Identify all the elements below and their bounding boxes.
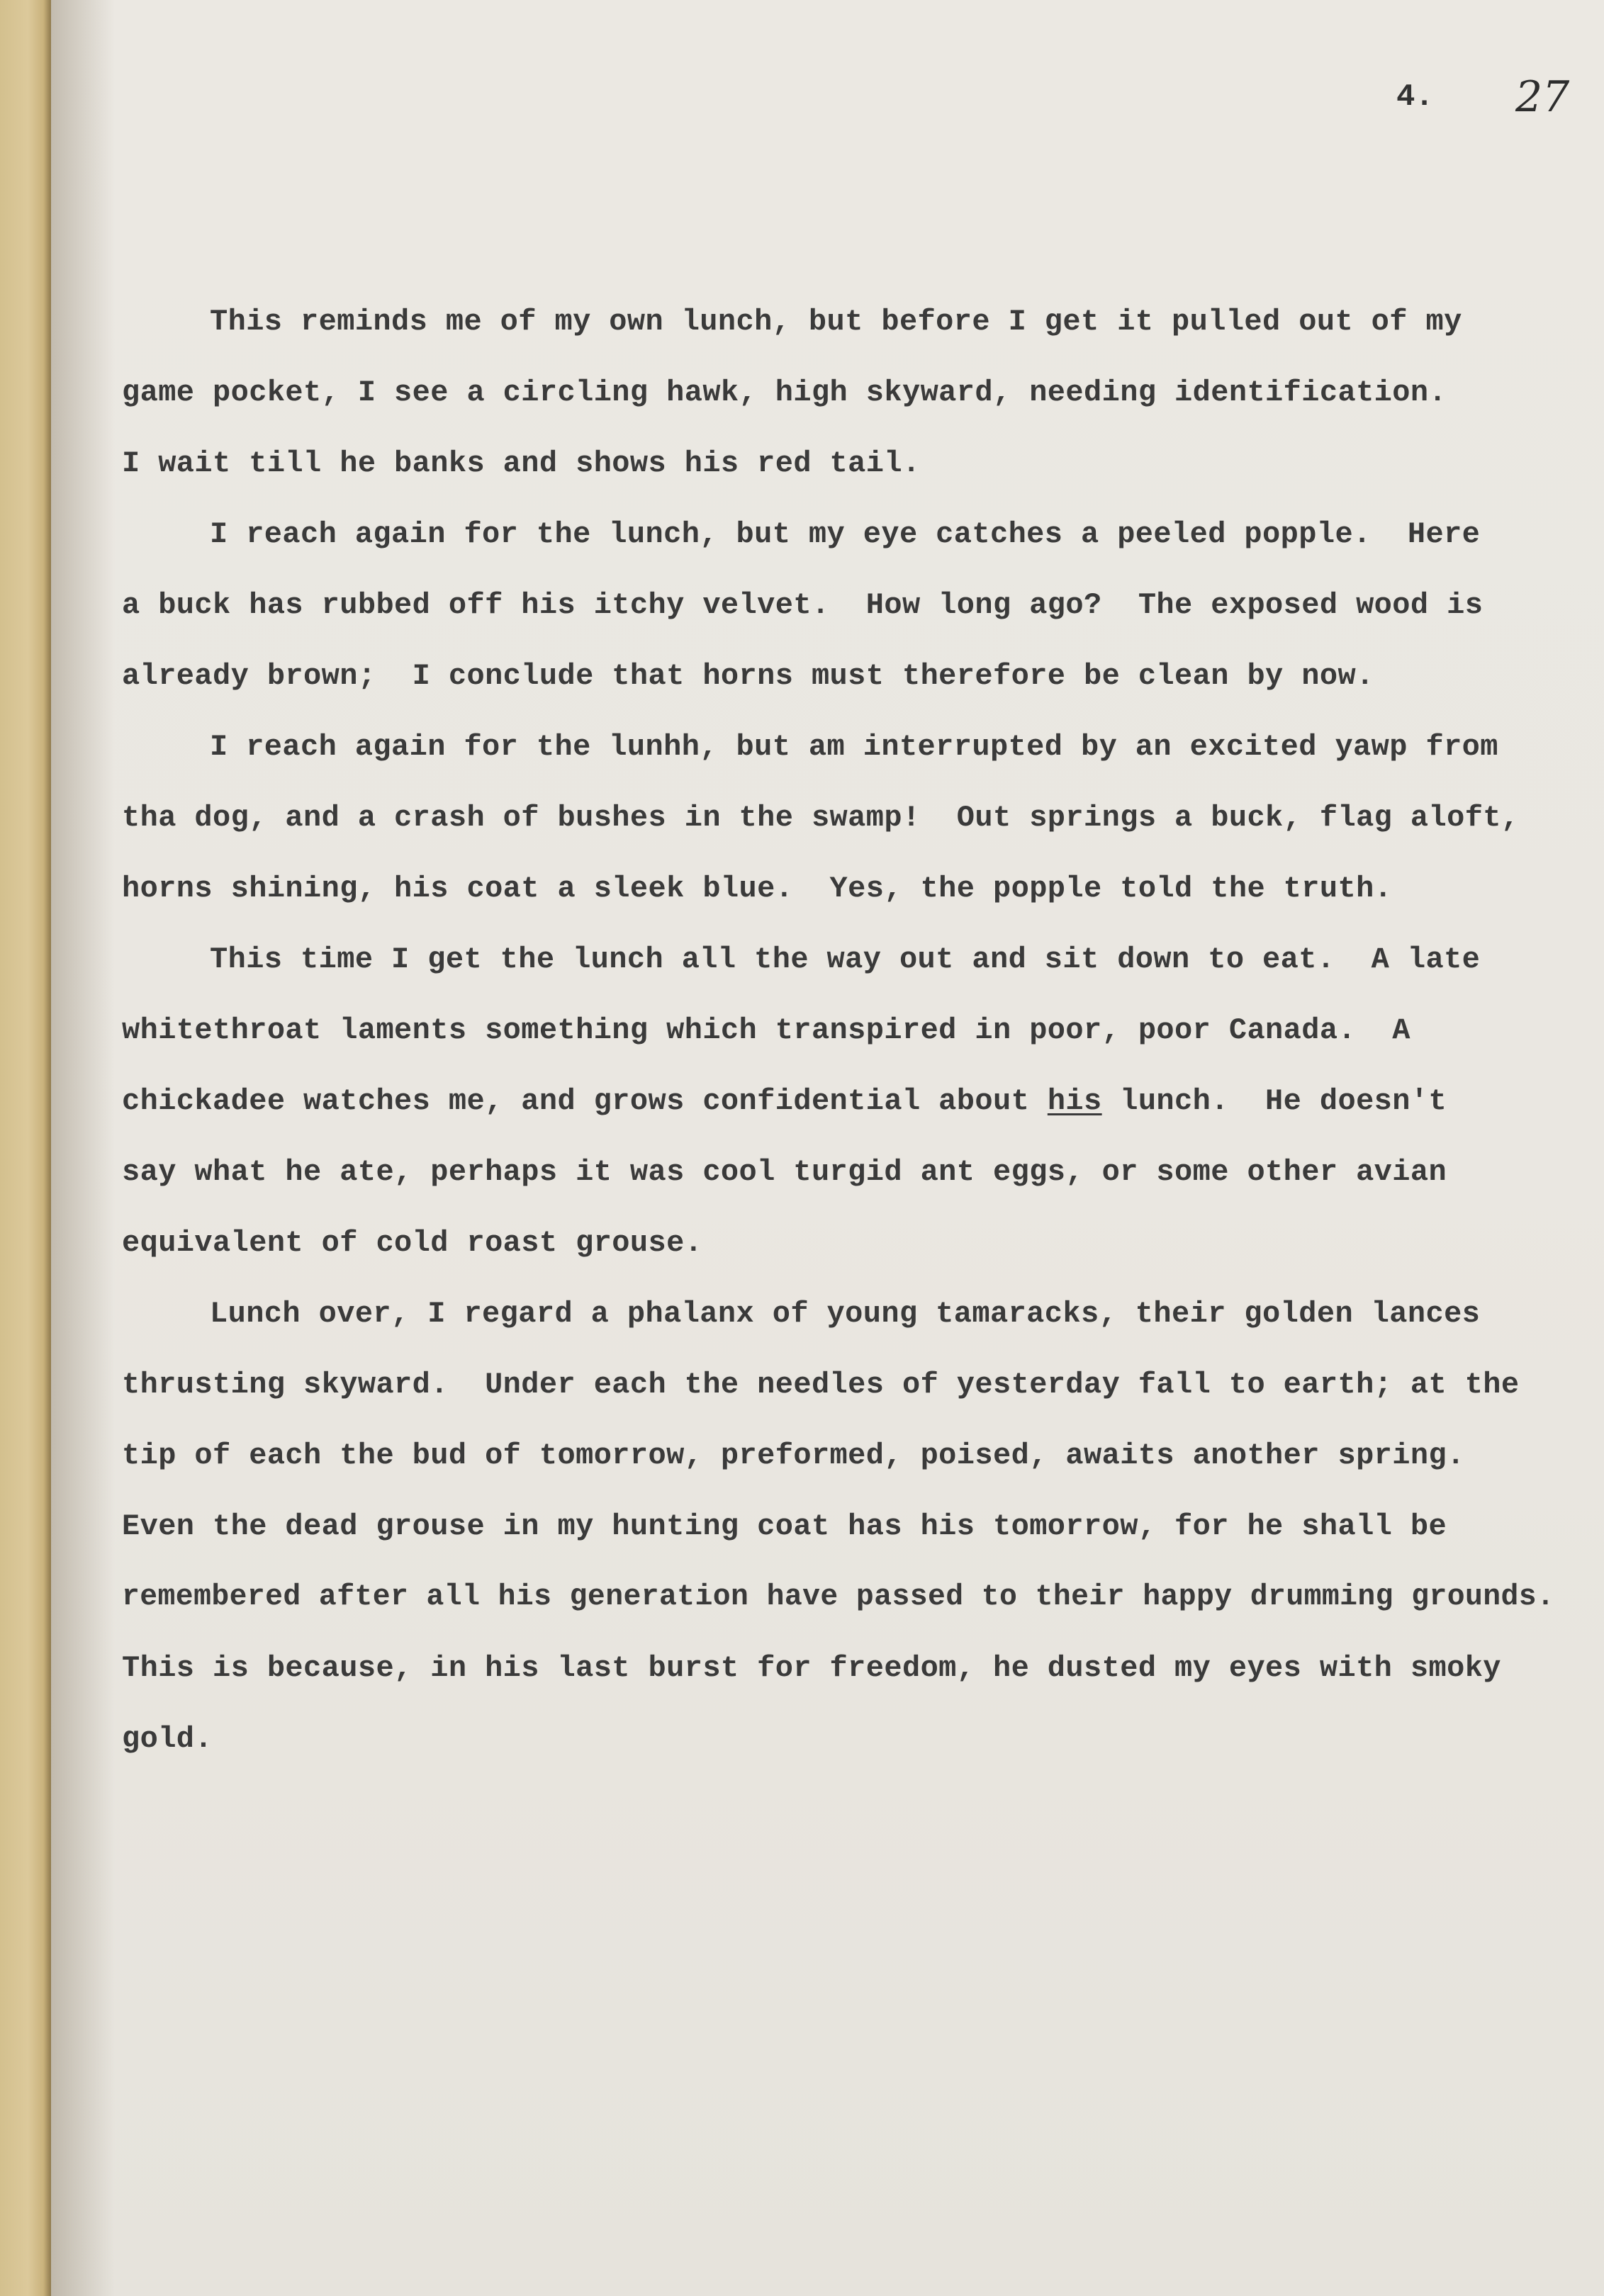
text-line: whitethroat laments something which transpired in poor, poor Canada. A bbox=[122, 1013, 1410, 1047]
text-line: Even the dead grouse in my hunting coat has his tomorrow, for he shall be bbox=[122, 1509, 1447, 1543]
text-line: Lunch over, I regard a phalanx of young tamaracks, their golden lances bbox=[210, 1297, 1481, 1331]
text-line: tha dog, and a crash of bushes in the swamp! Out springs a buck, flag aloft, bbox=[122, 801, 1520, 835]
text-line: already brown; I conclude that horns must therefore be clean by now. bbox=[122, 659, 1374, 693]
text-line: tip of each the bud of tomorrow, preformed, poised, awaits another spring. bbox=[122, 1439, 1465, 1473]
text-line: game pocket, I see a circling hawk, high skyward, needing identification. bbox=[122, 376, 1447, 410]
handwritten-folio-number: 27 bbox=[1515, 72, 1570, 122]
page-gutter-shadow bbox=[51, 0, 115, 2296]
text-line: This reminds me of my own lunch, but before I get it pulled out of my bbox=[210, 305, 1462, 339]
text-line: say what he ate, perhaps it was cool turgid ant eggs, or some other avian bbox=[122, 1155, 1447, 1189]
text-segment: chickadee watches me, and grows confidential about bbox=[122, 1084, 1048, 1118]
text-line: I reach again for the lunhh, but am interrupted by an excited yawp from bbox=[210, 730, 1498, 764]
text-line: thrusting skyward. Under each the needles of yesterday fall to earth; at the bbox=[122, 1368, 1520, 1402]
text-line: This is because, in his last burst for freedom, he dusted my eyes with smoky bbox=[122, 1651, 1501, 1685]
text-line: I reach again for the lunch, but my eye catches a peeled popple. Here bbox=[210, 517, 1481, 551]
text-line: gold. bbox=[122, 1722, 213, 1756]
underlined-word: his bbox=[1047, 1084, 1102, 1118]
text-line: remembered after all his generation have passed to their happy drumming grounds. bbox=[122, 1580, 1555, 1614]
text-line: a buck has rubbed off his itchy velvet. How long ago? The exposed wood is bbox=[122, 588, 1484, 622]
binding-edge bbox=[0, 0, 51, 2296]
text-line bbox=[122, 1084, 1447, 1118]
text-line: equivalent of cold roast grouse. bbox=[122, 1226, 703, 1260]
text-line: This time I get the lunch all the way out and sit down to eat. A late bbox=[210, 942, 1481, 977]
page-number: 4. bbox=[1396, 79, 1434, 115]
text-line: I wait till he banks and shows his red tail. bbox=[122, 446, 921, 480]
text-line: horns shining, his coat a sleek blue. Yes, the popple told the truth. bbox=[122, 872, 1393, 906]
typescript-page bbox=[51, 0, 1604, 2296]
text-segment: lunch. He doesn't bbox=[1101, 1084, 1447, 1118]
